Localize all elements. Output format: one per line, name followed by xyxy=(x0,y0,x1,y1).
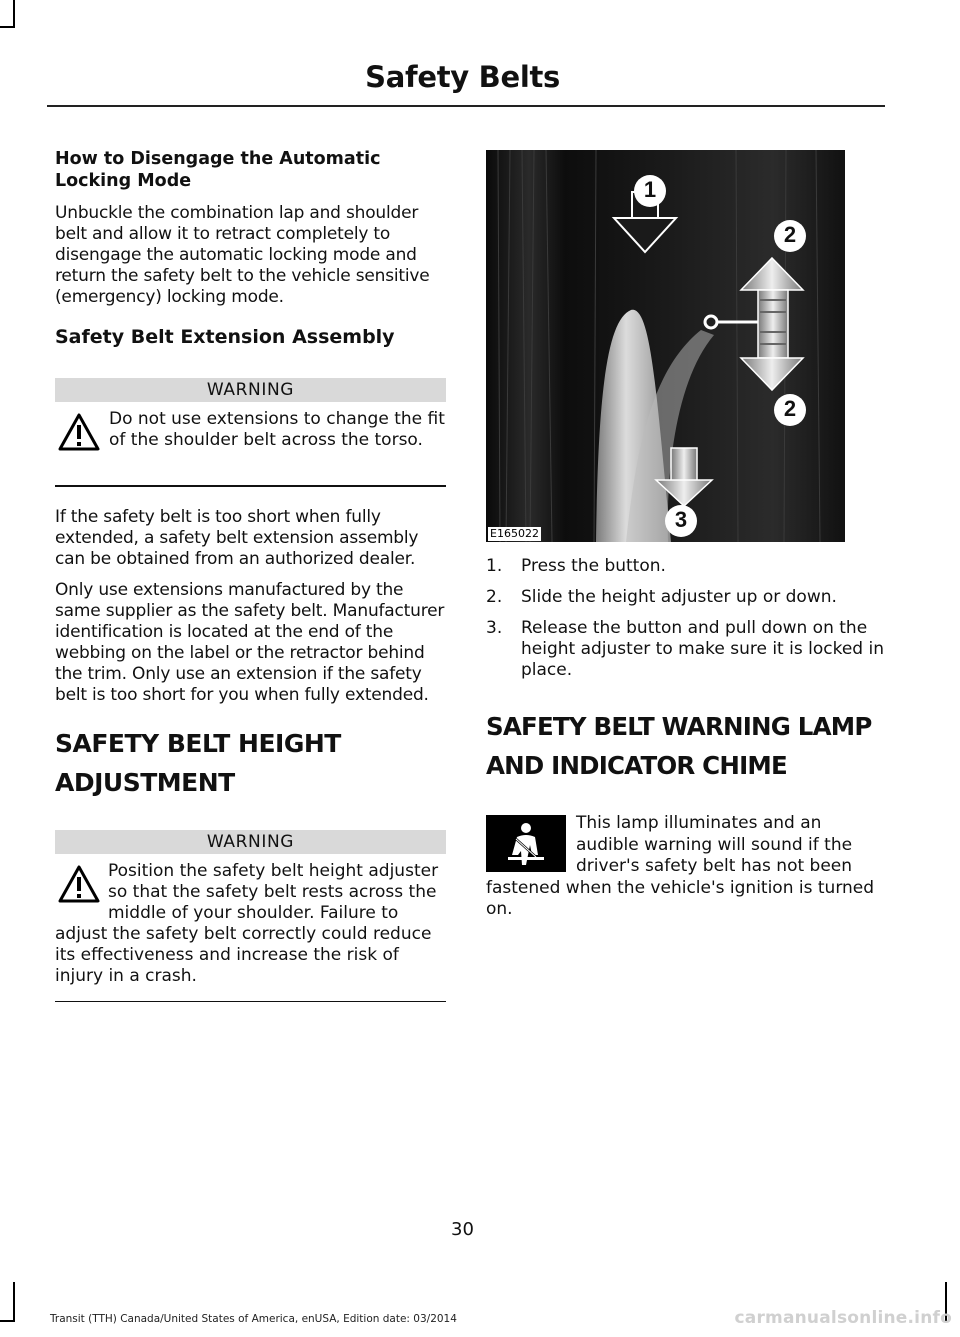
heading-line: SAFETY BELT WARNING LAMP xyxy=(486,712,872,741)
warning-box xyxy=(55,861,446,987)
watermark: carmanualsonline.info xyxy=(734,1308,952,1328)
heading-line: AND INDICATOR CHIME xyxy=(486,751,787,780)
disengage-heading: How to Disengage the Automatic Locking Mode xyxy=(55,149,381,191)
figure-id: E165022 xyxy=(490,527,539,540)
warning-divider xyxy=(55,485,446,487)
warning-divider xyxy=(55,1001,446,1003)
warning-lamp-heading xyxy=(486,707,886,785)
step-text: Slide the height adjuster up or down. xyxy=(521,587,837,607)
list-item xyxy=(486,587,886,608)
right-column xyxy=(486,150,886,921)
page-title: Safety Belts xyxy=(365,60,560,94)
warning-text: Position the safety belt height adjuster so that the safety belt rests across the middle of your shoulder. Failure to adjust the safety belt correctly could reduce its effectiveness and increase the risk of injury in a crash. xyxy=(55,860,439,986)
crop-mark xyxy=(0,26,15,28)
step-text: Release the button and pull down on the height adjuster to make sure it is locked in place. xyxy=(521,618,884,680)
warning-box xyxy=(55,409,446,471)
warning-text: Do not use extensions to change the fit of the shoulder belt across the torso. xyxy=(109,409,445,450)
page-number: 30 xyxy=(451,1219,474,1240)
footer-edition: Transit (TTH) Canada/United States of America, enUSA, Edition date: 03/2014 xyxy=(50,1313,457,1325)
crop-mark xyxy=(0,1320,15,1322)
callout-1: 1 xyxy=(643,177,657,202)
header-divider xyxy=(47,105,885,107)
list-item xyxy=(486,618,886,681)
warning-lamp-description xyxy=(486,813,886,921)
step-number: 1. xyxy=(486,556,503,576)
crop-mark xyxy=(13,1282,15,1322)
height-adjustment-heading xyxy=(55,724,446,802)
extension-body-1: If the safety belt is too short when fully extended, a safety belt extension assembly can be obtained from an authorized dealer. xyxy=(55,506,419,569)
seatbelt-warning-icon xyxy=(486,815,566,872)
step-number: 3. xyxy=(486,618,503,638)
callout-2-top: 2 xyxy=(783,222,797,247)
heading-line: ADJUSTMENT xyxy=(55,767,235,797)
warning-label: WARNING xyxy=(55,830,446,854)
warning-triangle-icon xyxy=(58,865,100,909)
warning-label: WARNING xyxy=(55,378,446,402)
heading-line: SAFETY BELT HEIGHT xyxy=(55,728,341,758)
left-column xyxy=(55,148,446,1022)
warning-triangle-icon xyxy=(58,413,100,457)
list-item xyxy=(486,556,886,577)
crop-mark xyxy=(13,0,15,28)
warning-lamp-text: This lamp illuminates and an audible warning will sound if the driver's safety belt has not been fastened when the vehicle's ignition is turned on. xyxy=(486,813,875,919)
callout-2-bottom: 2 xyxy=(783,396,797,421)
extension-body-2: Only use extensions manufactured by the same supplier as the safety belt. Manufacturer identification is located at the end of the webbing on the label or the retractor behind the trim. Only use an extension if the safety belt is too short for you when fully extended. xyxy=(55,579,445,705)
adjustment-steps xyxy=(486,556,886,681)
extension-heading: Safety Belt Extension Assembly xyxy=(55,326,395,348)
step-number: 2. xyxy=(486,587,503,607)
height-adjuster-illustration xyxy=(486,150,845,542)
callout-3: 3 xyxy=(674,507,688,532)
disengage-body: Unbuckle the combination lap and shoulder belt and allow it to retract completely to disengage the automatic locking mode and return the safety belt to the vehicle sensitive (emergency) locking mode. xyxy=(55,203,430,307)
step-text: Press the button. xyxy=(521,556,666,576)
